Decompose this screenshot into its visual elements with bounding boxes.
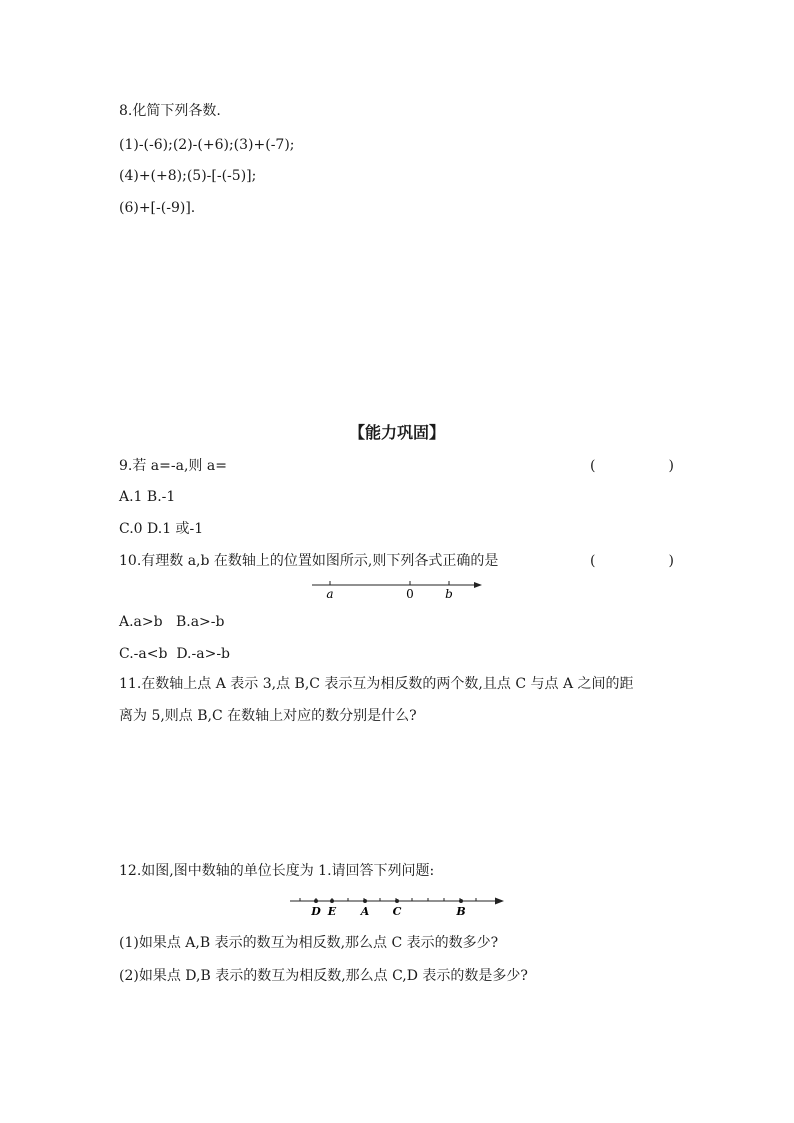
q10-stem: 10.有理数 a,b 在数轴上的位置如图所示,则下列各式正确的是 <box>119 553 499 569</box>
q10-options-1: A.a>b B.a>-b <box>119 614 225 630</box>
q9-answer-bracket <box>590 457 674 475</box>
q10-axis-arrow <box>474 582 482 588</box>
q12-part-1: (1)如果点 A,B 表示的数互为相反数,那么点 C 表示的数多少? <box>119 935 499 951</box>
section-title: 【能力巩固】 <box>348 423 445 442</box>
q12-axis-arrow <box>495 898 504 905</box>
q12-label-e: E <box>327 905 337 918</box>
q12-point-c <box>395 899 399 903</box>
q12-label-d: D <box>311 905 321 918</box>
q10-label-zero: 0 <box>406 587 414 601</box>
q10-bracket-close: ) <box>668 553 674 569</box>
q10-label-a: a <box>326 587 334 601</box>
q8-line-2: (4)+(+8);(5)-[-(-5)]; <box>119 168 257 184</box>
q10-bracket-open: ( <box>590 553 596 569</box>
q12-part-2: (2)如果点 D,B 表示的数互为相反数,那么点 C,D 表示的数是多少? <box>119 968 528 984</box>
q11-line-1: 11.在数轴上点 A 表示 3,点 B,C 表示互为相反数的两个数,且点 C 与点 A 之间的距 <box>119 676 634 692</box>
q12-label-b: B <box>456 905 466 918</box>
q9-options-1: A.1 B.-1 <box>119 489 176 505</box>
q9-bracket-open: ( <box>590 458 596 474</box>
q12-point-e <box>330 899 334 903</box>
q9-stem: 9.若 a=-a,则 a= <box>119 458 227 474</box>
q8-title: 8.化简下列各数. <box>119 103 221 119</box>
q12-stem: 12.如图,图中数轴的单位长度为 1.请回答下列问题: <box>119 863 435 879</box>
q10-label-b: b <box>445 587 453 601</box>
q10-answer-bracket <box>590 552 674 570</box>
q12-label-a: A <box>360 905 370 918</box>
q9-bracket-close: ) <box>668 458 674 474</box>
q10-number-line <box>310 578 490 602</box>
q9-options-2: C.0 D.1 或-1 <box>119 521 204 537</box>
q12-number-line <box>288 892 510 920</box>
q8-line-1: (1)-(-6);(2)-(+6);(3)+(-7); <box>119 137 295 153</box>
q12-label-c: C <box>392 905 402 918</box>
q12-point-d <box>314 899 318 903</box>
q10-options-2: C.-a<b D.-a>-b <box>119 646 231 662</box>
q11-line-2: 离为 5,则点 B,C 在数轴上对应的数分别是什么? <box>119 708 417 724</box>
q12-point-a <box>363 899 367 903</box>
q8-line-3: (6)+[-(-9)]. <box>119 200 196 216</box>
q12-point-b <box>459 899 463 903</box>
